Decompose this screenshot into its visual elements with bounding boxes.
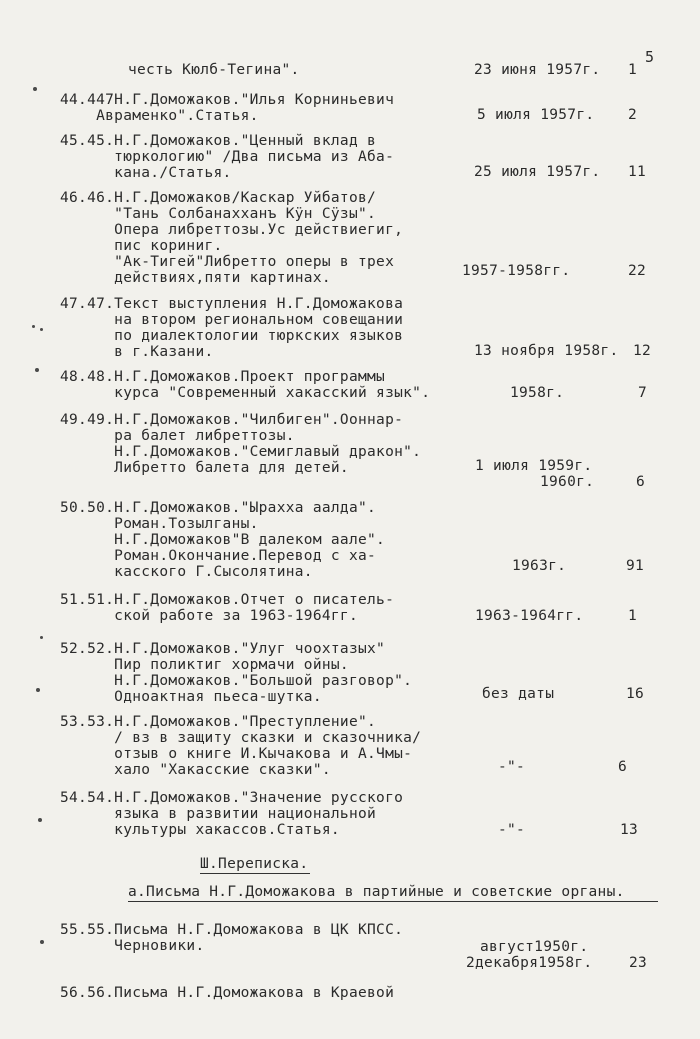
- margin-mark: [40, 636, 43, 639]
- entry-line: культуры хакассов.Статья.: [60, 822, 340, 838]
- entry-count: 6: [636, 474, 646, 490]
- entry-count: 7: [638, 385, 648, 401]
- entry-line: Опера либреттозы.Ус действиегиг,: [60, 222, 404, 238]
- entry-line: Либретто балета для детей.: [60, 460, 349, 476]
- entry-line: 50.50.Н.Г.Доможаков."Ырахха аалда".: [60, 500, 377, 516]
- entry-line: Роман.Тозылганы.: [60, 516, 259, 532]
- entry-date: без даты: [482, 686, 555, 702]
- entry-line: 47.47.Текст выступления Н.Г.Доможакова: [60, 296, 404, 312]
- section-underline: [200, 873, 310, 874]
- entry-line: 52.52.Н.Г.Доможаков."Улуг чоохтазых": [60, 641, 386, 657]
- margin-mark: [40, 940, 44, 944]
- entry-line: 48.48.Н.Г.Доможаков.Проект программы: [60, 369, 386, 385]
- entry-date: 1960г.: [540, 474, 595, 490]
- entry-date: 25 июля 1957г.: [474, 164, 601, 180]
- entry-line: пис кориниг.: [60, 238, 223, 254]
- entry-line: Н.Г.Доможаков."Большой разговор".: [60, 673, 413, 689]
- entry-count: 11: [628, 164, 647, 180]
- entry-date: 1958г.: [510, 385, 565, 401]
- entry-line: 44.447Н.Г.Доможаков."Илья Корниньевич: [60, 92, 395, 108]
- entry-count: 6: [618, 759, 628, 775]
- margin-mark: [38, 818, 42, 822]
- entry-line: честь Кюлб-Тегина".: [128, 62, 300, 78]
- entry-line: 54.54.Н.Г.Доможаков."Значение русского: [60, 790, 404, 806]
- entry-count: 22: [628, 263, 647, 279]
- entry-line: кана./Статья.: [60, 165, 232, 181]
- subsection-underline: [128, 901, 658, 902]
- entry-date: -"-: [498, 759, 526, 775]
- margin-mark: [40, 328, 43, 331]
- entry-line: языка в развитии национальной: [60, 806, 377, 822]
- entry-count: 16: [626, 686, 645, 702]
- entry-date: 13 ноября 1958г.: [474, 343, 619, 359]
- entry-line: Н.Г.Доможаков"В далеком аале".: [60, 532, 386, 548]
- entry-count: 1: [628, 608, 638, 624]
- entry-count: 91: [626, 558, 645, 574]
- entry-line: 51.51.Н.Г.Доможаков.Отчет о писатель-: [60, 592, 395, 608]
- entry-count: 1: [628, 62, 638, 78]
- entry-count: 23: [629, 955, 648, 971]
- entry-line: Н.Г.Доможаков."Семиглавый дракон".: [60, 444, 422, 460]
- entry-line: действиях,пяти картинах.: [60, 270, 331, 286]
- entry-line: 55.55.Письма Н.Г.Доможакова в ЦК КПСС.: [60, 922, 404, 938]
- entry-count: 12: [633, 343, 652, 359]
- subsection-heading: а.Письма Н.Г.Доможакова в партийные и советские органы.: [128, 884, 625, 900]
- margin-mark: [33, 87, 37, 91]
- margin-mark: [32, 325, 35, 328]
- margin-mark: [35, 368, 39, 372]
- entry-line: курса "Современный хакасский язык".: [60, 385, 431, 401]
- entry-line: Пир поликтиг хормачи ойны.: [60, 657, 349, 673]
- entry-line: касского Г.Сысолятина.: [60, 564, 313, 580]
- entry-line: "Тань Солбанахханъ Кӱн Сӱзы".: [60, 206, 377, 222]
- entry-date: 23 июня 1957г.: [474, 62, 601, 78]
- entry-date: 5 июля 1957г.: [477, 107, 595, 123]
- entry-line: Роман.Окончание.Перевод с ха-: [60, 548, 377, 564]
- entry-line: тюркологию" /Два письма из Аба-: [60, 149, 395, 165]
- entry-line: 53.53.Н.Г.Доможаков."Преступление".: [60, 714, 377, 730]
- entry-line: 56.56.Письма Н.Г.Доможакова в Краевой: [60, 985, 395, 1001]
- entry-date: 1957-1958гг.: [462, 263, 571, 279]
- entry-date: август1950г.: [480, 939, 589, 955]
- entry-line: 46.46.Н.Г.Доможаков/Каскар Уйбатов/: [60, 190, 377, 206]
- entry-line: хало "Хакасские сказки".: [60, 762, 331, 778]
- entry-date: -"-: [498, 822, 526, 838]
- entry-line: Авраменко".Статья.: [60, 108, 259, 124]
- entry-line: / вз в защиту сказки и сказочника/: [60, 730, 422, 746]
- entry-count: 13: [620, 822, 639, 838]
- entry-date: 2декабря1958г.: [466, 955, 593, 971]
- entry-line: Черновики.: [60, 938, 205, 954]
- entry-line: "Ак-Тигей"Либретто оперы в трех: [60, 254, 395, 270]
- entry-line: в г.Казани.: [60, 344, 214, 360]
- entry-date: 1 июля 1959г.: [475, 458, 593, 474]
- margin-mark: [36, 688, 40, 692]
- entry-line: на втором региональном совещании: [60, 312, 404, 328]
- section-heading: Ш.Переписка.: [200, 856, 309, 872]
- entry-date: 1963г.: [512, 558, 567, 574]
- entry-line: по диалектологии тюркских языков: [60, 328, 404, 344]
- entry-line: 45.45.Н.Г.Доможаков."Ценный вклад в: [60, 133, 377, 149]
- entry-line: ской работе за 1963-1964гг.: [60, 608, 358, 624]
- entry-count: 2: [628, 107, 638, 123]
- entry-line: Одноактная пьеса-шутка.: [60, 689, 322, 705]
- entry-line: ра балет либреттозы.: [60, 428, 295, 444]
- entry-date: 1963-1964гг.: [475, 608, 584, 624]
- page-number: 5: [645, 48, 655, 66]
- entry-line: отзыв о книге И.Кычакова и А.Чмы-: [60, 746, 413, 762]
- entry-line: 49.49.Н.Г.Доможаков."Чилбиген".Ооннар-: [60, 412, 404, 428]
